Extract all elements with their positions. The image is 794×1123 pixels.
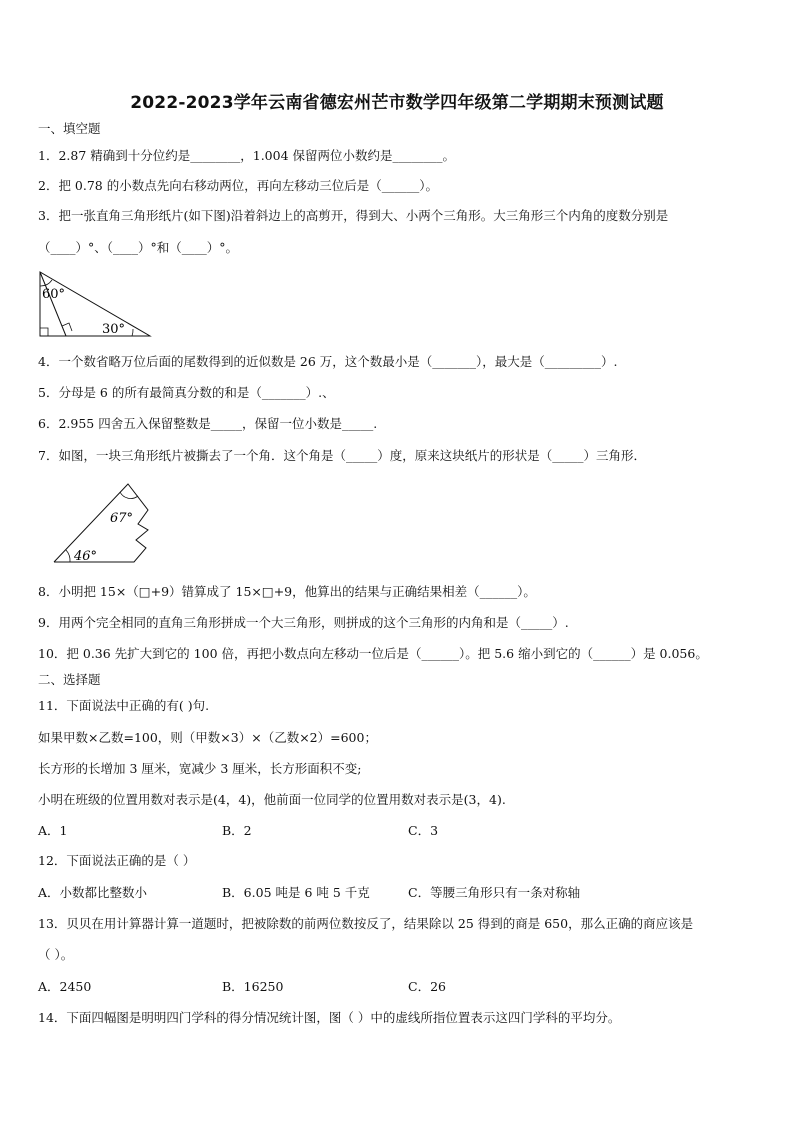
question-13-line1: 13．贝贝在用计算器计算一道题时，把被除数的前两位数按反了，结果除以 25 得到的商是 650，那么正确的商应该是	[38, 916, 694, 931]
right-triangle-figure	[36, 268, 156, 340]
question-11-statement-2: 长方形的长增加 3 厘米，宽减少 3 厘米，长方形面积不变;	[38, 761, 362, 776]
question-11-statement-1: 如果甲数×乙数=100，则（甲数×3）×（乙数×2）=600；	[38, 730, 377, 745]
angle-label-30: 30°	[102, 322, 126, 337]
question-10: 10．把 0.36 先扩大到它的 100 倍，再把小数点向左移动一位后是（______）。把 5.6 缩小到它的（______）是 0.056。	[38, 646, 708, 661]
question-3-line1: 3．把一张直角三角形纸片(如下图)沿着斜边上的高剪开，得到大、小两个三角形。大三角形三个内角的度数分别是	[38, 208, 669, 223]
question-13-option-c: C．26	[408, 979, 446, 994]
question-12-option-b: B．6.05 吨是 6 吨 5 千克	[222, 885, 370, 900]
question-1: 1．2.87 精确到十分位约是________，1.004 保留两位小数约是________。	[38, 148, 456, 163]
question-9: 9．用两个完全相同的直角三角形拼成一个大三角形，则拼成的这个三角形的内角和是（_____）.	[38, 615, 569, 630]
torn-triangle-figure	[50, 480, 160, 566]
question-11: 11．下面说法中正确的有( )句.	[38, 698, 210, 713]
angle-label-60: 60°	[42, 287, 66, 302]
section-fill-in: 一、填空题	[38, 121, 101, 136]
question-11-option-b: B．2	[222, 823, 252, 838]
question-13-option-b: B．16250	[222, 979, 284, 994]
question-3-line2: （____）°、（____）°和（____）°。	[38, 240, 239, 255]
question-14: 14．下面四幅图是明明四门学科的得分情况统计图，图（ ）中的虚线所指位置表示这四门学科的平均分。	[38, 1010, 621, 1025]
question-12-option-c: C．等腰三角形只有一条对称轴	[408, 885, 581, 900]
question-11-option-c: C．3	[408, 823, 439, 838]
question-11-option-a: A．1	[38, 823, 68, 838]
question-11-statement-3: 小明在班级的位置用数对表示是(4，4)，他前面一位同学的位置用数对表示是(3，4).	[38, 792, 506, 807]
question-7: 7．如图，一块三角形纸片被撕去了一个角．这个角是（_____）度，原来这块纸片的形状是（_____）三角形．	[38, 448, 646, 463]
question-8: 8．小明把 15×（□+9）错算成了 15×□+9，他算出的结果与正确结果相差（______）。	[38, 584, 536, 599]
question-12: 12．下面说法正确的是（ ）	[38, 853, 196, 868]
question-13-line2: （ ）。	[38, 947, 74, 962]
page-title: 2022-2023学年云南省德宏州芒市数学四年级第二学期期末预测试题	[130, 93, 664, 113]
question-12-option-a: A．小数都比整数小	[38, 885, 148, 900]
section-multiple-choice: 二、选择题	[38, 672, 101, 687]
angle-label-46: 46°	[74, 549, 98, 564]
angle-label-67: 67°	[110, 511, 134, 526]
question-4: 4．一个数省略万位后面的尾数得到的近似数是 26 万，这个数最小是（_______），最大是（_________）.	[38, 354, 618, 369]
question-5: 5．分母是 6 的所有最简真分数的和是（_______）.、	[38, 385, 335, 400]
question-2: 2．把 0.78 的小数点先向右移动两位，再向左移动三位后是（______）。	[38, 178, 438, 193]
question-13-option-a: A．2450	[38, 979, 92, 994]
question-6: 6．2.955 四舍五入保留整数是_____，保留一位小数是_____.	[38, 416, 378, 431]
